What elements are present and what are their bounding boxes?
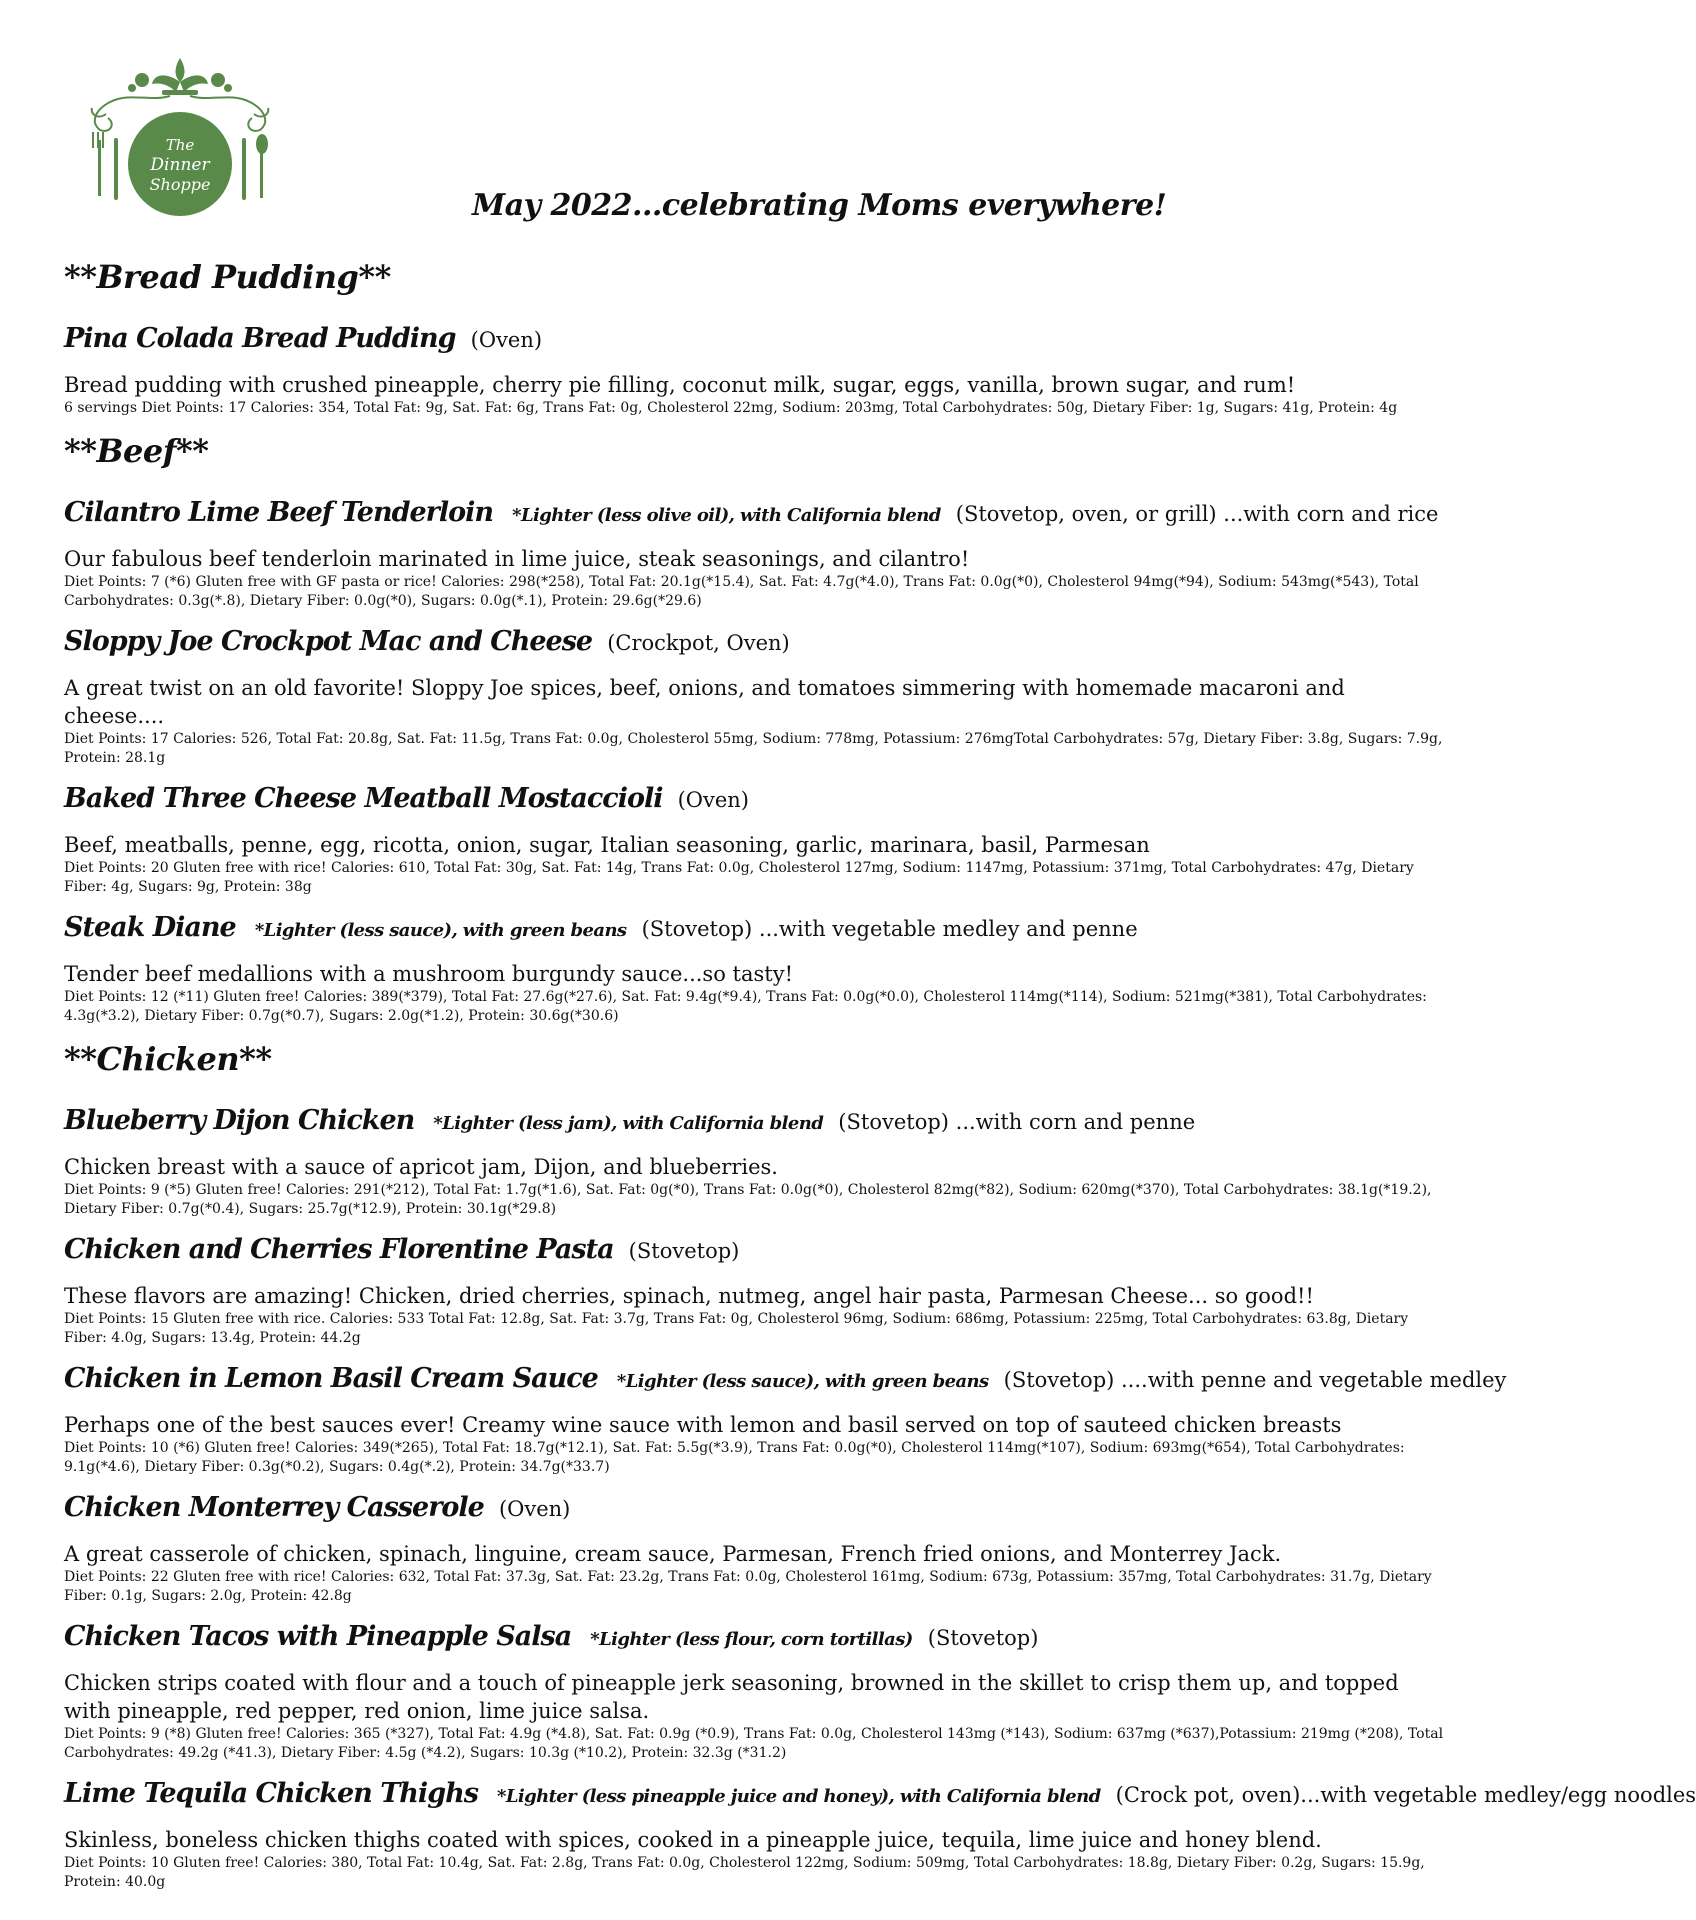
item-lighter-option: *Lighter (less jam), with California blend <box>433 1113 824 1134</box>
item-name: Pina Colada Bread Pudding <box>64 323 456 354</box>
item-lighter-option: *Lighter (less sauce), with green beans <box>616 1371 989 1392</box>
item-method: (Stovetop, oven, or grill) ...with corn and rice <box>955 502 1439 526</box>
menu-item <box>64 1491 1449 1606</box>
logo-text-line-2: Dinner <box>150 155 210 175</box>
item-method: (Stovetop) ...with vegetable medley and penne <box>641 917 1138 941</box>
section-title-chicken: **Chicken** <box>64 1040 272 1078</box>
item-name: Chicken and Cherries Florentine Pasta <box>64 1234 614 1265</box>
item-description: Chicken strips coated with flour and a touch of pineapple jerk seasoning, browned in the skillet to crisp them up, and topped with pineapple, red pepper, red onion, lime juice salsa. <box>64 1671 1399 1723</box>
item-description: Perhaps one of the best sauces ever! Creamy wine sauce with lemon and basil served on top of sauteed chicken breasts <box>64 1413 1342 1437</box>
item-nutrition: Diet Points: 20 Gluten free with rice! Calories: 610, Total Fat: 30g, Sat. Fat: 14g, Trans Fat: 0.0g, Cholesterol 127mg, Sodium: 1147mg, Potassium: 371mg, Total Carbohydrates: 47g, Dietary Fiber: 4g, Sugars: 9g, Protein: 38g <box>64 860 1414 895</box>
menu-content <box>64 258 1696 1906</box>
item-method: (Oven) <box>470 328 543 352</box>
logo-text-line-1: The <box>165 136 195 154</box>
menu-item <box>64 322 1449 418</box>
item-method: (Oven) <box>498 1497 571 1521</box>
item-description: Tender beef medallions with a mushroom burgundy sauce...so tasty! <box>64 962 794 986</box>
menu-item <box>64 1620 1449 1763</box>
item-method: (Stovetop) ...with corn and penne <box>838 1110 1196 1134</box>
item-description: Our fabulous beef tenderloin marinated in lime juice, steak seasonings, and cilantro! <box>64 547 970 571</box>
item-name: Chicken Monterrey Casserole <box>64 1492 484 1523</box>
item-description: Skinless, boneless chicken thighs coated with spices, cooked in a pineapple juice, tequila, lime juice and honey blend. <box>64 1828 1322 1852</box>
item-lighter-option: *Lighter (less olive oil), with California blend <box>512 505 941 526</box>
menu-item <box>64 1104 1449 1219</box>
item-lighter-option: *Lighter (less sauce), with green beans <box>254 920 627 941</box>
menu-item <box>64 1362 1507 1477</box>
item-method: (Stovetop) <box>927 1626 1039 1650</box>
item-nutrition: Diet Points: 17 Calories: 526, Total Fat: 20.8g, Sat. Fat: 11.5g, Trans Fat: 0.0g, Cholesterol 55mg, Sodium: 778mg, Potassium: 276mgTotal Carbohydrates: 57g, Dietary Fiber: 3.8g, Sugars: 7.9g, Protein: 28.1g <box>64 731 1443 766</box>
item-nutrition: Diet Points: 10 Gluten free! Calories: 380, Total Fat: 10.4g, Sat. Fat: 2.8g, Trans Fat: 0.0g, Cholesterol 122mg, Sodium: 509mg, Total Carbohydrates: 18.8g, Dietary Fiber: 0.2g, Sugars: 15.9g, Protein: 40.0g <box>64 1855 1425 1890</box>
item-description: A great twist on an old favorite! Sloppy Joe spices, beef, onions, and tomatoes simmering with homemade macaroni and cheese.... <box>64 676 1345 728</box>
item-method: (Crock pot, oven)...with vegetable medley/egg noodles <box>1115 1783 1696 1807</box>
item-name: Chicken Tacos with Pineapple Salsa <box>64 1621 572 1652</box>
item-nutrition: 6 servings Diet Points: 17 Calories: 354, Total Fat: 9g, Sat. Fat: 6g, Trans Fat: 0g, Cholesterol 22mg, Sodium: 203mg, Total Carbohydrates: 50g, Dietary Fiber: 1g, Sugars: 41g, Protein: 4g <box>64 400 1398 416</box>
item-name: Lime Tequila Chicken Thighs <box>64 1778 478 1809</box>
section-title-beef: **Beef** <box>64 432 209 470</box>
item-nutrition: Diet Points: 10 (*6) Gluten free! Calories: 349(*265), Total Fat: 18.7g(*12.1), Sat. Fat: 5.5g(*3.9), Trans Fat: 0.0g(*0), Cholesterol 114mg(*107), Sodium: 693mg(*654), Total Carbohydrates: 9.1g(*4.6), Dietary Fiber: 0.3g(*0.2), Sugars: 0.4g(*.2), Protein: 34.7g(*33.7) <box>64 1440 1405 1475</box>
page-title: May 2022...celebrating Moms everywhere! <box>472 188 1167 223</box>
dinner-shoppe-logo <box>70 52 290 232</box>
item-name: Cilantro Lime Beef Tenderloin <box>64 497 494 528</box>
item-name: Chicken in Lemon Basil Cream Sauce <box>64 1363 598 1394</box>
item-nutrition: Diet Points: 12 (*11) Gluten free! Calories: 389(*379), Total Fat: 27.6g(*27.6), Sat. Fat: 9.4g(*9.4), Trans Fat: 0.0g(*0.0), Cholesterol 114mg(*114), Sodium: 521mg(*381), Total Carbohydrates: 4.3g(*3.2), Dietary Fiber: 0.7g(*0.7), Sugars: 2.0g(*1.2), Protein: 30.6g(*30.6) <box>64 989 1427 1024</box>
item-nutrition: Diet Points: 15 Gluten free with rice. Calories: 533 Total Fat: 12.8g, Sat. Fat: 3.7g, Trans Fat: 0g, Cholesterol 96mg, Sodium: 686mg, Potassium: 225mg, Total Carbohydrates: 63.8g, Dietary Fiber: 4.0g, Sugars: 13.4g, Protein: 44.2g <box>64 1311 1409 1346</box>
item-nutrition: Diet Points: 22 Gluten free with rice! Calories: 632, Total Fat: 37.3g, Sat. Fat: 23.2g, Trans Fat: 0.0g, Cholesterol 161mg, Sodium: 673g, Potassium: 357mg, Total Carbohydrates: 31.7g, Dietary Fiber: 0.1g, Sugars: 2.0g, Protein: 42.8g <box>64 1569 1432 1604</box>
item-method: (Stovetop) ....with penne and vegetable medley <box>1003 1368 1507 1392</box>
menu-item <box>64 1233 1449 1348</box>
item-method: (Crockpot, Oven) <box>607 631 790 655</box>
item-lighter-option: *Lighter (less flour, corn tortillas) <box>590 1629 913 1650</box>
item-nutrition: Diet Points: 7 (*6) Gluten free with GF pasta or rice! Calories: 298(*258), Total Fat: 20.1g(*15.4), Sat. Fat: 4.7g(*4.0), Trans Fat: 0.0g(*0), Cholesterol 94mg(*94), Sodium: 543mg(*543), Total Carbohydrates: 0.3g(*.8), Dietary Fiber: 0.0g(*0), Sugars: 0.0g(*.1), Protein: 29.6g(*29.6) <box>64 574 1419 609</box>
item-name: Steak Diane <box>64 912 236 943</box>
menu-item <box>64 782 1449 897</box>
section-title-bread-pudding: **Bread Pudding** <box>64 258 391 296</box>
menu-item <box>64 1777 1696 1892</box>
item-description: Beef, meatballs, penne, egg, ricotta, onion, sugar, Italian seasoning, garlic, marinara, basil, Parmesan <box>64 833 1150 857</box>
item-nutrition: Diet Points: 9 (*8) Gluten free! Calories: 365 (*327), Total Fat: 4.9g (*4.8), Sat. Fat: 0.9g (*0.9), Trans Fat: 0.0g, Cholesterol 143mg (*143), Sodium: 637mg (*637),Potassium: 219mg (*208), Total Carbohydrates: 49.2g (*41.3), Dietary Fiber: 4.5g (*4.2), Sugars: 10.3g (*10.2), Protein: 32.3g (*31.2) <box>64 1726 1444 1761</box>
item-name: Baked Three Cheese Meatball Mostaccioli <box>64 783 663 814</box>
item-description: Bread pudding with crushed pineapple, cherry pie filling, coconut milk, sugar, eggs, vanilla, brown sugar, and rum! <box>64 373 1296 397</box>
item-method: (Stovetop) <box>628 1239 740 1263</box>
item-nutrition: Diet Points: 9 (*5) Gluten free! Calories: 291(*212), Total Fat: 1.7g(*1.6), Sat. Fat: 0g(*0), Trans Fat: 0.0g(*0), Cholesterol 82mg(*82), Sodium: 620mg(*370), Total Carbohydrates: 38.1g(*19.2), Dietary Fiber: 0.7g(*0.4), Sugars: 25.7g(*12.9), Protein: 30.1g(*29.8) <box>64 1182 1432 1217</box>
item-name: Sloppy Joe Crockpot Mac and Cheese <box>64 626 593 657</box>
item-method: (Oven) <box>677 788 749 812</box>
item-description: A great casserole of chicken, spinach, linguine, cream sauce, Parmesan, French fried onions, and Monterrey Jack. <box>64 1542 1282 1566</box>
item-name: Blueberry Dijon Chicken <box>64 1105 415 1136</box>
menu-item <box>64 496 1449 611</box>
menu-item <box>64 625 1449 768</box>
item-description: Chicken breast with a sauce of apricot jam, Dijon, and blueberries. <box>64 1155 778 1179</box>
logo-text-line-3: Shoppe <box>149 175 211 194</box>
menu-item <box>64 911 1449 1026</box>
item-description: These flavors are amazing! Chicken, dried cherries, spinach, nutmeg, angel hair pasta, Parmesan Cheese... so good!! <box>64 1284 1314 1308</box>
item-lighter-option: *Lighter (less pineapple juice and honey), with California blend <box>497 1786 1101 1807</box>
